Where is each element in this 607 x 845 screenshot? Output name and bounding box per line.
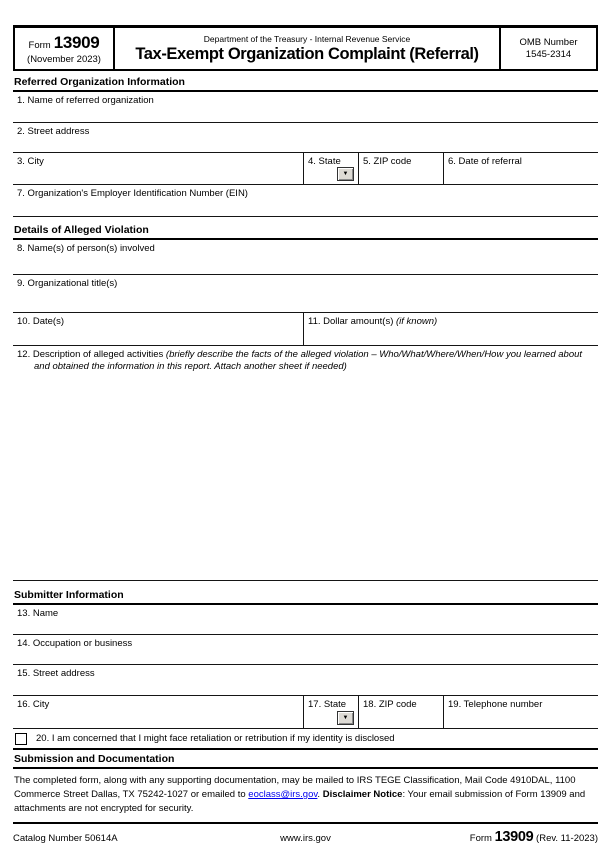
field-15-label: 15. Street address (17, 668, 95, 679)
disclaimer-label: Disclaimer Notice (322, 789, 403, 800)
field-row-submitter-city-state-zip-phone (13, 696, 598, 729)
field-7-ein (13, 185, 598, 217)
form-header (13, 25, 598, 71)
form-title-box (115, 28, 499, 69)
field-10-dates (13, 313, 303, 345)
field-2-label: 2. Street address (17, 126, 90, 137)
footer-form-word: Form (469, 833, 495, 844)
field-6-date-of-referral (443, 153, 598, 184)
disclaimer-text: : Your email submission of Form 13909 and attachments are not encrypted for security. (14, 789, 586, 814)
irs-website: www.irs.gov (280, 833, 331, 844)
field-9-organizational-titles (13, 275, 598, 313)
field-8-input[interactable] (13, 254, 598, 273)
omb-label: OMB Number (519, 36, 578, 48)
section-referred-organization: Referred Organization Information (13, 75, 598, 92)
field-8-persons-involved (13, 240, 598, 275)
submission-text-before-link: The completed form, along with any supporting documentation, may be mailed to IRS TEGE Classification, Mail Code 4910DAL, 1100 Commerce Street Dallas, TX 75242-1027 or emailed to (14, 775, 576, 800)
field-15-street-address (13, 665, 598, 696)
footer-form-id (403, 829, 598, 845)
email-link[interactable]: eoclass@irs.gov (248, 789, 318, 800)
field-13-label: 13. Name (17, 608, 59, 619)
field-3-label: 3. City (17, 156, 44, 167)
footer-revision: (Rev. 11-2023) (533, 833, 598, 844)
field-14-label: 14. Occupation or business (17, 638, 133, 649)
field-15-input[interactable] (13, 679, 598, 694)
section-submitter-information: Submitter Information (13, 588, 598, 605)
field-1-organization-name (13, 92, 598, 123)
field-2-street-address (13, 123, 598, 153)
footer-form-number: 13909 (494, 829, 534, 845)
field-10-label: 10. Date(s) (17, 316, 64, 327)
field-20-retaliation-concern (13, 729, 598, 750)
field-6-label: 6. Date of referral (448, 156, 522, 167)
form-number: 13909 (53, 32, 100, 52)
field-9-input[interactable] (13, 289, 598, 311)
dropdown-arrow-icon: ▼ (342, 715, 349, 721)
page-footer (13, 824, 598, 845)
field-18-label: 18. ZIP code (363, 699, 417, 710)
field-5-zip-code (358, 153, 443, 184)
field-16-label: 16. City (17, 699, 50, 710)
field-11-dollar-amounts (303, 313, 598, 345)
field-14-input[interactable] (13, 649, 598, 663)
field-row-dates-dollar (13, 313, 598, 346)
submission-instructions (13, 769, 598, 824)
field-19-telephone (443, 696, 598, 728)
submission-text-after-link: . (317, 789, 323, 800)
omb-box (499, 28, 596, 69)
field-8-label: 8. Name(s) of person(s) involved (17, 243, 155, 254)
field-18-zip-code (358, 696, 443, 728)
field-1-input[interactable] (13, 106, 598, 121)
form-word: Form (28, 39, 51, 51)
field-12-label: 12. Description of alleged activities (17, 349, 166, 360)
catalog-number: Catalog Number 50614A (13, 833, 118, 844)
field-12-input[interactable] (13, 372, 598, 579)
field-4-state (303, 153, 358, 184)
form-revision: (November 2023) (27, 53, 101, 65)
field-12-description (13, 346, 598, 581)
field-4-label: 4. State (308, 156, 341, 167)
field-5-label: 5. ZIP code (363, 156, 412, 167)
section-details-of-alleged-violation: Details of Alleged Violation (13, 223, 598, 240)
dropdown-arrow-icon: ▼ (342, 171, 349, 177)
field-2-input[interactable] (13, 137, 598, 151)
field-row-city-state-zip-date (13, 153, 598, 185)
field-20-label: 20. I am concerned that I might face retaliation or retribution if my identity is disclosed (36, 733, 395, 744)
retaliation-concern-checkbox[interactable] (15, 733, 27, 745)
form-number-box (15, 28, 115, 69)
field-17-label: 17. State (308, 699, 347, 710)
field-7-input[interactable] (13, 199, 598, 215)
field-11-label: 11. Dollar amount(s) (308, 316, 396, 327)
submitter-state-dropdown-button[interactable] (337, 711, 354, 725)
field-12-note: (briefly describe the facts of the alleged violation – Who/What/Where/When/How you learned about and obtained the information in this report. Attach another sheet if needed) (34, 349, 583, 372)
field-17-state (303, 696, 358, 728)
field-1-label: 1. Name of referred organization (17, 95, 154, 106)
field-11-note: (if known) (396, 316, 438, 327)
section-submission-and-documentation: Submission and Documentation (13, 752, 598, 769)
field-7-label: 7. Organization's Employer Identification Number (EIN) (17, 188, 248, 199)
field-3-city (13, 153, 303, 184)
field-14-occupation (13, 635, 598, 665)
field-13-name (13, 605, 598, 635)
agency-line: Department of the Treasury - Internal Revenue Service (203, 33, 411, 44)
field-13-input[interactable] (13, 619, 598, 633)
field-9-label: 9. Organizational title(s) (17, 278, 118, 289)
field-16-city (13, 696, 303, 728)
page-title: Tax-Exempt Organization Complaint (Referral) (135, 44, 479, 63)
omb-number: 1545-2314 (525, 48, 572, 60)
field-19-label: 19. Telephone number (448, 699, 543, 710)
state-dropdown-button[interactable] (337, 167, 354, 181)
